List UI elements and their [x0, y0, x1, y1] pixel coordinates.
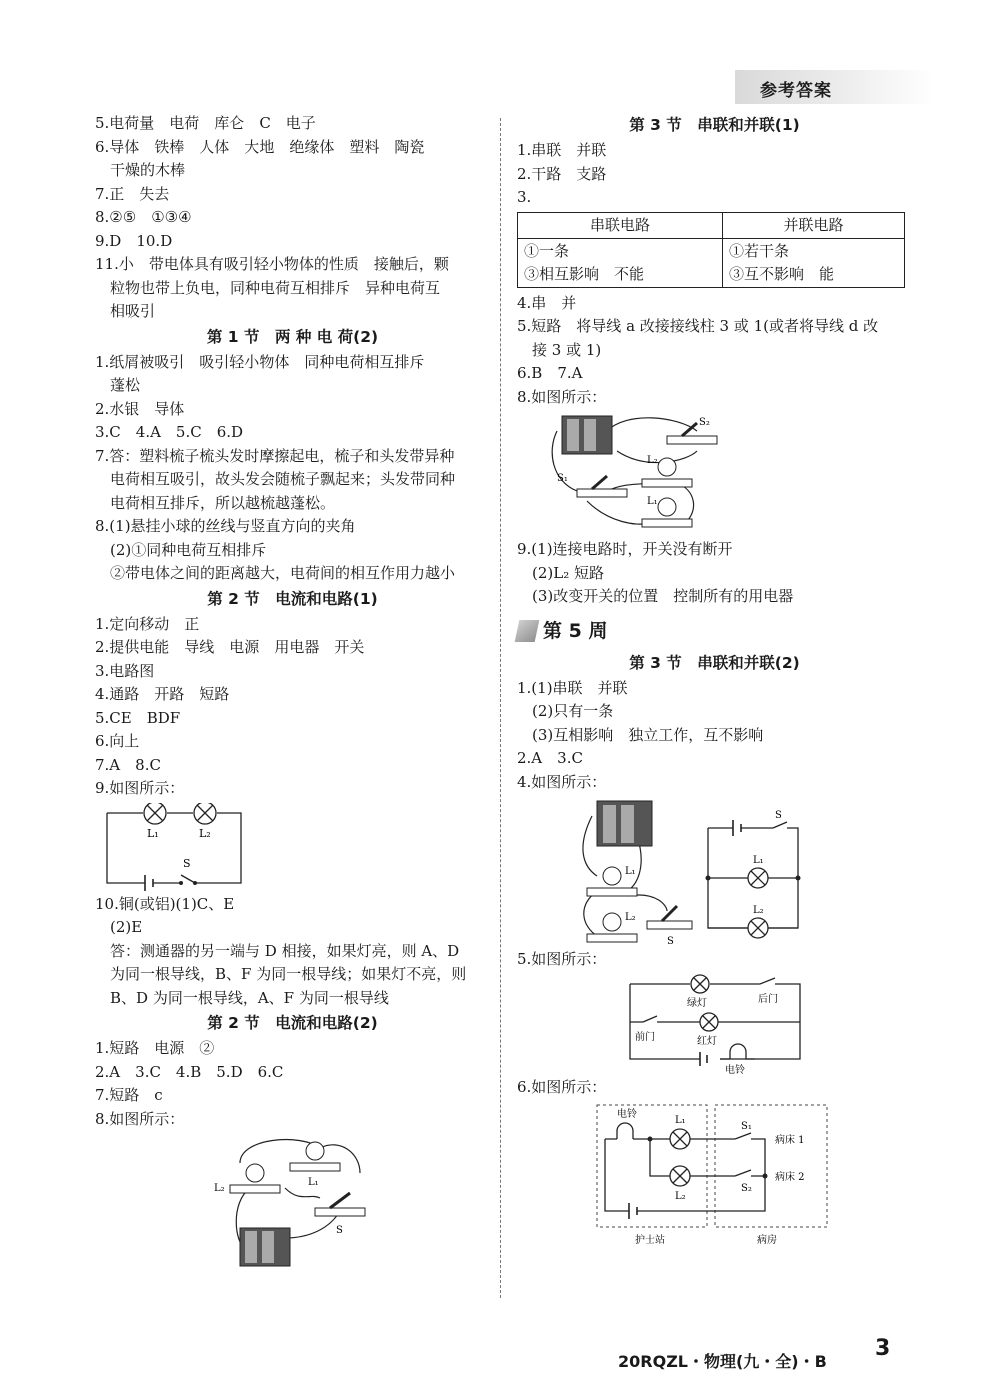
column-divider: [500, 118, 501, 1298]
circuit-diagram-q9: [95, 803, 255, 891]
answer-line: (3)互相影响 独立工作，互不影响: [532, 725, 764, 744]
answer-line: 4.通路 开路 短路: [95, 685, 230, 703]
answer-line: 1.(1)串联 并联: [517, 678, 628, 697]
label-red-light: 红灯: [697, 1035, 717, 1047]
answer-line: 2.A 3.C: [517, 749, 583, 767]
label-l2: L₂: [625, 912, 636, 923]
answer-line: 为同一根导线，B、F 为同一根导线；如果灯不亮，则: [110, 965, 467, 983]
week-title: 第 5 周: [543, 619, 608, 642]
answer-line: 2.A 3.C 4.B 5.D 6.C: [95, 1062, 284, 1081]
answer-line: 蓬松: [110, 376, 141, 394]
section-title: 第 2 节 电流和电路(2): [207, 1014, 378, 1032]
answer-line: 6.如图所示：: [517, 1077, 607, 1096]
section-title: 第 3 节 串联和并联(2): [629, 653, 800, 672]
label-s: S: [336, 1225, 343, 1236]
label-bed-1: 病床 1: [775, 1135, 805, 1146]
label-s: S: [667, 936, 674, 946]
answer-line: 5.如图所示：: [517, 950, 607, 968]
label-bell: 电铃: [617, 1109, 637, 1120]
answer-line: 9.(1)连接电路时，开关没有断开: [517, 540, 733, 558]
label-s: S: [775, 810, 782, 821]
section-title: 第 1 节 两 种 电 荷(2): [206, 327, 379, 346]
week-marker-icon: [515, 620, 540, 642]
label-front-door: 前门: [635, 1031, 655, 1043]
answer-line: 9.如图所示：: [95, 779, 185, 797]
answer-line: 4.如图所示：: [517, 772, 607, 791]
answer-line: 干燥的木棒: [110, 161, 186, 179]
cell-line: ③相互影响 不能: [524, 264, 645, 283]
answer-line: 7.短路 c: [95, 1086, 163, 1104]
answer-line: 电荷相互排斥，所以越梳越蓬松。: [110, 493, 336, 512]
left-column: [95, 112, 490, 1270]
comparison-table: [517, 212, 905, 288]
answer-line: 10.铜(或铝)(1)C、E: [95, 894, 235, 913]
circuit-diagram-q5: [625, 974, 805, 1074]
answer-line: 1.串联 并联: [517, 141, 607, 159]
answer-line: 1.纸屑被吸引 吸引轻小物体 同种电荷相互排斥: [95, 352, 425, 371]
right-column: [517, 112, 912, 1253]
label-green-light: 绿灯: [687, 997, 707, 1009]
label-l2: L₂: [199, 826, 211, 840]
table-header: 并联电路: [723, 212, 905, 238]
label-s1: S₁: [557, 473, 568, 484]
week-heading: [517, 615, 912, 647]
label-l1: L₁: [625, 866, 636, 877]
answer-line: 2.干路 支路: [517, 164, 607, 183]
header-title: 参考答案: [760, 81, 832, 101]
section-title: 第 3 节 串联和并联(1): [629, 116, 800, 134]
label-l2: L₂: [675, 1191, 686, 1202]
answer-line: 9.D 10.D: [95, 231, 173, 250]
answer-line: 6.B 7.A: [517, 364, 583, 382]
figure-row-q4: [577, 796, 912, 948]
answer-line: B、D 为同一根导线，A、F 为同一根导线: [110, 988, 389, 1007]
answer-line: (2)只有一条: [532, 702, 614, 720]
answer-line: 7.正 失去: [95, 184, 170, 203]
answer-line: 答：测通器的另一端与 D 相接，如果灯亮，则 A、D: [110, 941, 460, 960]
label-ward: 病房: [757, 1235, 777, 1246]
wiring-illustration-q4: [577, 796, 697, 946]
answer-line: 5.短路 将导线 a 改接接线柱 3 或 1(或者将导线 d 改: [517, 317, 879, 335]
answer-line: 电荷相互吸引，故头发会随梳子飘起来；头发带同种: [110, 470, 456, 488]
label-l2: L₂: [647, 455, 658, 466]
label-l1: L₁: [647, 496, 658, 507]
answer-line: 7.答：塑料梳子梳头发时摩擦起电，梳子和头发带异种: [95, 446, 455, 465]
label-s2: S₂: [741, 1183, 752, 1194]
circuit-diagram-q6: [595, 1101, 835, 1251]
answer-line: 2.提供电能 导线 电源 用电器 开关: [95, 638, 365, 656]
answer-line: ②带电体之间的距离越大，电荷间的相互作用力越小: [110, 564, 456, 582]
label-bed-2: 病床 2: [775, 1172, 805, 1183]
answer-line: 相吸引: [110, 302, 156, 320]
answer-line: 6.向上: [95, 732, 140, 750]
answer-line: (3)改变开关的位置 控制所有的用电器: [532, 587, 794, 605]
answer-line: 接 3 或 1): [532, 340, 602, 359]
answer-line: 7.A 8.C: [95, 755, 161, 774]
circuit-diagram-q4: [703, 808, 803, 948]
label-s: S: [183, 856, 191, 870]
wiring-illustration-r8: [547, 411, 722, 536]
answer-line: (2)L₂ 短路: [532, 563, 604, 582]
answer-line: 3.电路图: [95, 661, 155, 680]
answer-line: 2.水银 导体: [95, 399, 185, 418]
answer-line: 1.定向移动 正: [95, 614, 200, 633]
table-header: 串联电路: [518, 212, 723, 238]
label-l1: L₁: [147, 826, 159, 840]
answer-line: (2)E: [110, 918, 143, 936]
answer-line: 8.如图所示：: [95, 1109, 185, 1128]
wiring-illustration-q8: [210, 1133, 385, 1268]
label-l1: L₁: [308, 1177, 319, 1188]
answer-line: 5.电荷量 电荷 库仑 C 电子: [95, 114, 316, 132]
label-back-door: 后门: [758, 993, 778, 1005]
answer-line: 8.②⑤ ①③④: [95, 208, 192, 226]
label-l1: L₁: [753, 855, 764, 866]
label-s1: S₁: [741, 1121, 752, 1132]
label-bell: 电铃: [725, 1064, 745, 1074]
answer-line: 3.: [517, 188, 532, 206]
cell-line: ③互不影响 能: [729, 264, 835, 283]
label-l1: L₁: [675, 1115, 686, 1126]
answer-line: 6.导体 铁棒 人体 大地 绝缘体 塑料 陶瓷: [95, 137, 425, 156]
label-s2: S₂: [699, 417, 710, 428]
answer-line: 3.C 4.A 5.C 6.D: [95, 423, 244, 441]
answer-line: 8.如图所示：: [517, 387, 607, 406]
table-cell: [723, 238, 905, 287]
cell-line: ①一条: [524, 241, 570, 260]
footer-code: 20RQZL・物理(九・全)・B: [618, 1352, 827, 1371]
answer-line: 粒物也带上负电，同种电荷互相排斥 异种电荷互: [110, 278, 441, 297]
answer-line: 1.短路 电源 ②: [95, 1039, 215, 1057]
label-l2: L₂: [214, 1183, 225, 1194]
label-nurse-station: 护士站: [635, 1235, 665, 1246]
answer-line: 5.CE BDF: [95, 708, 181, 727]
section-title: 第 2 节 电流和电路(1): [207, 589, 378, 608]
answer-line: 4.串 并: [517, 293, 577, 312]
answer-line: (2)①同种电荷互相排斥: [110, 540, 267, 559]
cell-line: ①若干条: [729, 241, 790, 260]
answer-line: 8.(1)悬挂小球的丝线与竖直方向的夹角: [95, 517, 356, 535]
answer-line: 11.小 带电体具有吸引轻小物体的性质 接触后，颗: [95, 255, 449, 273]
label-l2: L₂: [753, 905, 764, 916]
page-number: 3: [875, 1336, 891, 1361]
table-cell: [518, 238, 723, 287]
